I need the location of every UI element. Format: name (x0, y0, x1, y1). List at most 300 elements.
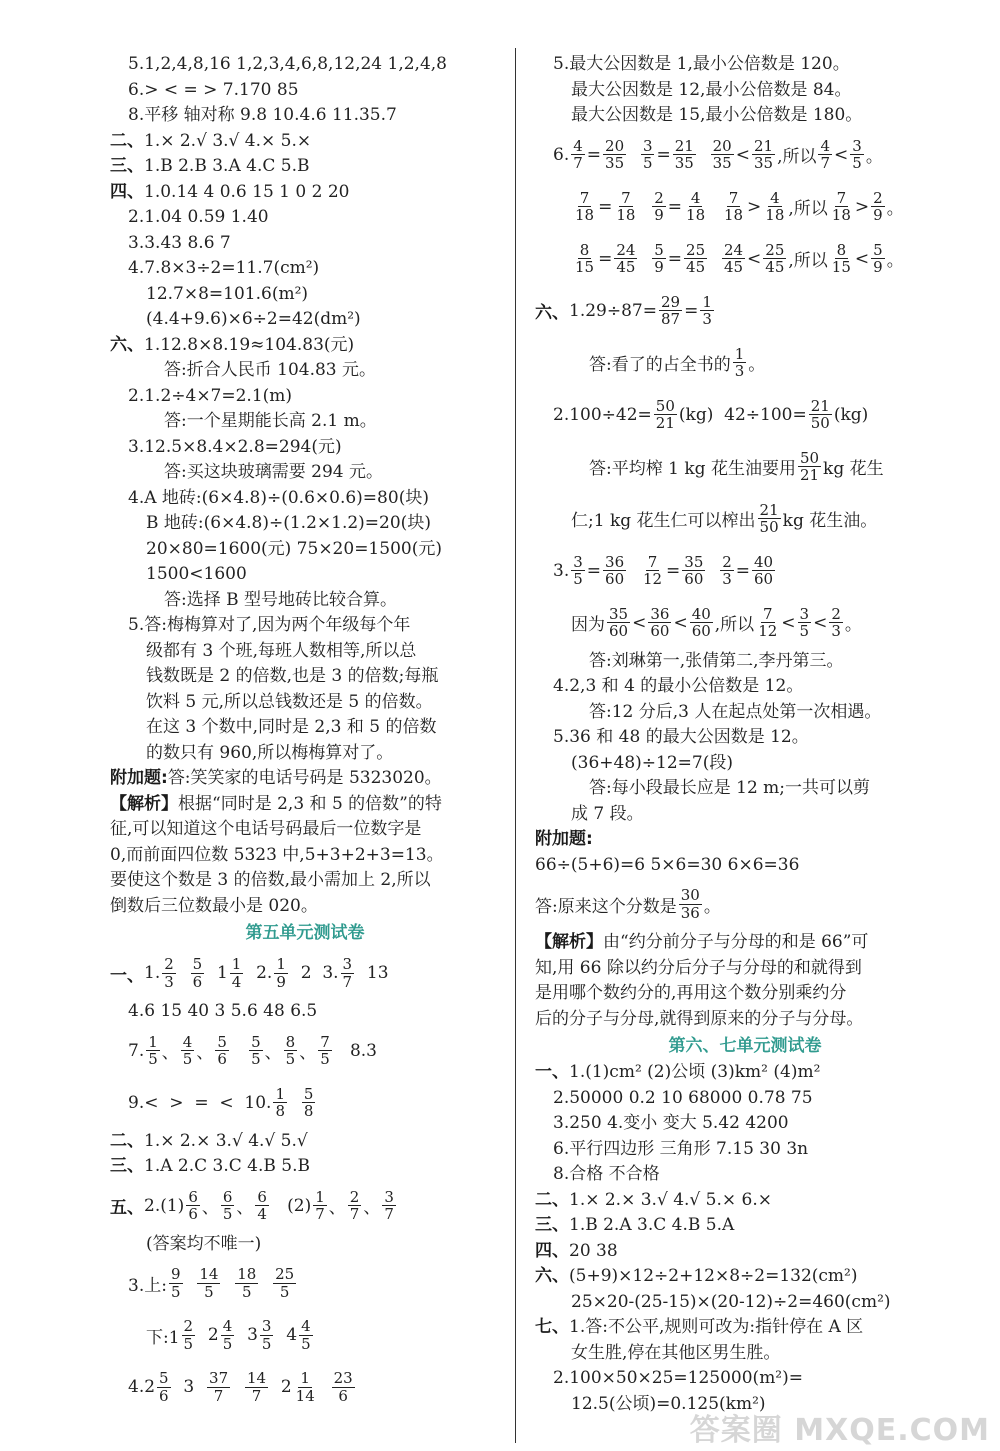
answer-line: 答:折合人民币 104.83 元。 (164, 360, 377, 380)
answer-text: 答:笑笑家的电话号码是 5323020。 (167, 768, 442, 788)
answer-line-with-fractions (535, 597, 955, 649)
denominator: 60 (684, 570, 704, 588)
answer-text (709, 197, 720, 217)
answer-line-with-fractions (535, 441, 955, 493)
answer-line (110, 1129, 500, 1155)
denominator: 15 (831, 258, 851, 276)
numerator: 1 (315, 1187, 325, 1206)
answer-line (535, 1213, 955, 1239)
answer-line: 在这 3 个数中,同时是 2,3 和 5 的倍数 (146, 717, 437, 737)
numerator: 5 (192, 955, 203, 973)
answer-line: (4.4+9.6)×6÷2=42(dm²) (146, 309, 361, 329)
fraction (690, 606, 713, 640)
answer-text: 3 (236, 1325, 258, 1345)
answer-text: 答:原来这个分数是 (535, 896, 677, 917)
answer-text: ,所以 (788, 199, 828, 219)
numerator: 24 (616, 240, 636, 259)
answer-text: 1 (206, 963, 228, 983)
numerator: 35 (609, 604, 629, 623)
section-label: 四、 (110, 181, 144, 202)
fraction (603, 138, 626, 172)
answer-text (260, 1273, 271, 1293)
answer-text: = (586, 144, 602, 165)
denominator: 6 (159, 1386, 169, 1405)
answer-line-with-fractions (535, 878, 955, 930)
answer-text (628, 561, 639, 581)
answer-line: 钱数既是 2 的倍数,也是 3 的倍数;每瓶 (146, 666, 439, 686)
answer-text: 13 (356, 963, 389, 983)
fraction (382, 1189, 396, 1223)
denominator: 60 (609, 622, 629, 640)
denominator: 60 (753, 570, 774, 588)
answer-line: 级都有 3 个班,每班人数相等,所以总 (146, 640, 417, 661)
answer-line: 知,用 66 除以约分后分子与分母的和就得到 (535, 957, 862, 978)
answer-line: 2.1.2÷4×7=2.1(m) (128, 385, 293, 406)
fraction (157, 1370, 171, 1404)
fraction (273, 1086, 287, 1120)
denominator: 5 (170, 1282, 181, 1301)
answer-line-with-fractions (535, 545, 955, 597)
denominator: 5 (182, 1050, 193, 1068)
numerator: 25 (765, 240, 785, 259)
denominator: 60 (650, 622, 670, 640)
numerator: 40 (691, 604, 711, 623)
answer-text: 1.A 2.C 3.C 4.B 5.B (144, 1156, 310, 1176)
denominator: 5 (642, 154, 653, 172)
answer-text: 根据“同时是 2,3 和 5 的倍数”的特 (178, 793, 442, 814)
answer-text: 。 (865, 147, 883, 167)
answer-text: ,所以 (777, 147, 817, 167)
numerator: 8 (285, 1032, 296, 1051)
fraction (318, 1034, 332, 1068)
fraction (652, 190, 666, 224)
fraction (182, 1318, 196, 1352)
fraction (684, 242, 707, 276)
fraction (299, 1318, 313, 1352)
fraction (221, 1318, 235, 1352)
numerator: 35 (684, 552, 704, 571)
answer-line (535, 930, 955, 956)
answer-line: 女生胜,停在其他区男生胜。 (571, 1342, 781, 1363)
fraction (573, 190, 596, 224)
numerator: 4 (573, 136, 583, 155)
numerator: 9 (170, 1265, 181, 1283)
numerator: 2 (164, 955, 174, 973)
fraction (571, 554, 585, 588)
answer-text: 答:平均榨 1 kg 花生油要用 (589, 459, 796, 479)
answer-text: (kg) (833, 404, 869, 425)
numerator: 1 (148, 1032, 158, 1051)
numerator: 1 (231, 955, 242, 973)
fraction (641, 138, 655, 172)
answer-text: = (586, 560, 602, 581)
answer-line: 4.7.8×3÷2=11.7(cm²) (128, 258, 320, 278)
fraction (682, 554, 705, 588)
numerator: 25 (275, 1265, 295, 1283)
section-label: 【解析】 (110, 793, 178, 814)
fraction (809, 398, 832, 432)
left-column (110, 52, 500, 1413)
answer-text: 3 (172, 1377, 206, 1397)
numerator: 1 (734, 344, 745, 363)
answer-line (110, 792, 500, 818)
fraction (235, 1266, 258, 1300)
numerator: 5 (251, 1032, 261, 1051)
answer-line-with-fractions (110, 1309, 500, 1361)
answer-line: 5.36 和 48 的最大公因数是 12。 (553, 727, 809, 747)
answer-line (535, 1264, 955, 1290)
fraction (679, 887, 702, 921)
fraction (302, 1086, 316, 1120)
numerator: 5 (217, 1032, 227, 1051)
answer-text: = (735, 560, 750, 581)
answer-line (110, 333, 500, 359)
denominator: 45 (686, 258, 706, 276)
denominator: 18 (575, 206, 595, 224)
answer-line: (36+48)÷12=7(段) (571, 752, 733, 773)
answer-text: 2 (197, 1325, 219, 1345)
numerator: 14 (246, 1369, 267, 1387)
numerator: 23 (333, 1369, 353, 1387)
denominator: 7 (349, 1205, 360, 1223)
fraction (871, 242, 885, 276)
fraction (758, 502, 781, 536)
numerator: 40 (753, 552, 774, 571)
numerator: 4 (820, 136, 831, 155)
numerator: 7 (621, 188, 631, 207)
answer-text: kg 花生油。 (782, 511, 878, 531)
answer-line: 答:一个星期能长高 2.1 m。 (164, 411, 377, 431)
denominator: 35 (674, 154, 694, 172)
numerator: 7 (579, 188, 590, 207)
denominator: 35 (712, 154, 732, 172)
answer-line: 8.平移 轴对称 9.8 10.4.6 11.35.7 (128, 105, 397, 125)
answer-line-with-fractions (110, 1077, 500, 1129)
answer-line: 答:每小段最长应是 12 m;一共可以剪 (589, 778, 871, 798)
answer-text: 1.29÷87= (569, 300, 657, 321)
numerator: 2 (873, 188, 883, 207)
answer-line-with-fractions (110, 1361, 500, 1413)
answer-text: 、 (264, 1043, 282, 1063)
denominator: 5 (852, 154, 862, 172)
answer-text: 20 38 (569, 1240, 618, 1261)
section-label: 六、 (110, 334, 144, 355)
fraction (659, 294, 682, 328)
fraction (752, 554, 775, 588)
numerator: 6 (188, 1187, 198, 1206)
denominator: 9 (873, 206, 883, 224)
denominator: 18 (616, 206, 636, 224)
answer-text: 、 (363, 1198, 381, 1218)
numerator: 8 (579, 240, 590, 259)
denominator: 7 (315, 1205, 325, 1223)
answer-text: 仁;1 kg 花生仁可以榨出 (571, 511, 756, 531)
answer-line: 0,而前面四位数 5323 中,5+3+2+3=13。 (110, 844, 444, 865)
section-label: 二、 (535, 1189, 569, 1210)
numerator: 8 (836, 240, 847, 259)
answer-text: 7. (128, 1040, 145, 1061)
answer-text (707, 561, 718, 581)
answer-text: 由“约分前分子与分母的和是 66”可 (603, 932, 869, 952)
answer-text: 6. (553, 144, 570, 165)
answer-text: = (667, 196, 683, 217)
fraction (818, 138, 832, 172)
section-label: 四、 (535, 1240, 569, 1261)
fraction (169, 1266, 183, 1300)
answer-line: 的数只有 960,所以梅梅算对了。 (146, 742, 394, 763)
answer-line: 2.100×50×25=125000(m²)= (553, 1368, 804, 1388)
fraction (332, 1370, 355, 1404)
answer-text: = (656, 144, 671, 165)
denominator: 8 (275, 1102, 286, 1120)
answer-text: 、 (201, 1198, 219, 1218)
section-label: 附加题: (535, 829, 593, 849)
answer-line (535, 1188, 955, 1214)
numerator: 3 (261, 1317, 272, 1335)
fraction (756, 606, 779, 640)
denominator: 4 (231, 972, 242, 991)
answer-text: 3. (553, 560, 570, 581)
section-label: 一、 (535, 1062, 569, 1082)
answer-line: 20×80=1600(元) 75×20=1500(元) (146, 538, 442, 559)
numerator: 3 (852, 136, 862, 155)
answer-text: 2.(1) (144, 1195, 185, 1216)
answer-text (639, 249, 650, 269)
denominator: 5 (279, 1282, 290, 1301)
fraction (207, 1370, 230, 1404)
answer-line-with-fractions (535, 181, 955, 233)
denominator: 50 (759, 518, 779, 536)
answer-text: 1.× 2.× 3.√ 4.√ 5.√ (144, 1130, 308, 1151)
answer-text: 因为 (571, 615, 605, 635)
answer-text: < (747, 248, 762, 269)
answer-text: (2) (270, 1195, 312, 1216)
denominator: 5 (241, 1282, 252, 1301)
answer-line: 4.6 15 40 3 5.6 48 6.5 (128, 1001, 318, 1021)
answer-text: (5+9)×12÷2+12×8÷2=132(cm²) (569, 1266, 858, 1286)
numerator: 29 (660, 292, 681, 311)
fraction (648, 606, 671, 640)
section-label: 三、 (535, 1215, 569, 1235)
fraction (186, 1189, 200, 1223)
answer-text: 1.12.8×8.19≈104.83(元) (144, 334, 355, 355)
denominator: 60 (691, 622, 711, 640)
section-label: 附加题: (110, 768, 168, 788)
fraction (313, 1189, 327, 1223)
answer-text: 2 (270, 1377, 292, 1397)
numerator: 4 (770, 188, 780, 207)
answer-text: 。 (886, 251, 904, 271)
denominator: 3 (734, 362, 745, 380)
answer-line: B 地砖:(6×4.8)÷(1.2×1.2)=20(块) (146, 513, 431, 533)
answer-line: 6.> < = > 7.170 85 (128, 79, 299, 100)
answer-line-with-fractions (535, 129, 955, 181)
answer-line (110, 154, 500, 180)
denominator: 12 (758, 622, 778, 640)
numerator: 3 (384, 1187, 394, 1206)
answer-text (628, 145, 639, 165)
section-label: 三、 (110, 156, 144, 176)
answer-line-with-fractions (110, 947, 500, 999)
answer-line: (答案均不唯一) (146, 1233, 262, 1254)
fraction (722, 190, 745, 224)
denominator: 21 (655, 414, 675, 432)
answer-line: 3.3.43 8.6 7 (128, 232, 231, 253)
numerator: 1 (300, 1369, 310, 1387)
answer-line: 倒数后三位数最小是 020。 (110, 895, 318, 916)
fraction (830, 190, 853, 224)
fraction (798, 450, 821, 484)
fraction (215, 1034, 229, 1068)
answer-text: < (781, 612, 796, 633)
answer-line: 5.最大公因数是 1,最小公倍数是 120。 (553, 54, 850, 74)
fraction (614, 190, 637, 224)
denominator: 5 (204, 1282, 214, 1301)
answer-text: > (854, 196, 870, 217)
answer-line: 征,可以知道这个电话号码最后一位数字是 (110, 819, 422, 839)
answer-line: 3.12.5×8.4×2.8=294(元) (128, 436, 342, 457)
fraction (673, 138, 696, 172)
answer-text: < (834, 144, 849, 165)
fraction (684, 190, 707, 224)
answer-text: kg 花生 (823, 459, 884, 479)
fraction (273, 1266, 296, 1300)
denominator: 5 (301, 1334, 311, 1353)
denominator: 5 (183, 1334, 194, 1353)
denominator: 6 (217, 1050, 227, 1068)
answer-line: 8.合格 不合格 (553, 1164, 660, 1184)
fraction (752, 138, 775, 172)
fraction (722, 242, 745, 276)
fraction (654, 398, 677, 432)
answer-line: 5.答:梅梅算对了,因为两个年级每个年 (128, 615, 411, 635)
answer-text (231, 1041, 247, 1061)
section-label: 六、 (535, 303, 569, 323)
numerator: 21 (753, 136, 774, 155)
answer-text: 、 (328, 1198, 346, 1218)
fraction (733, 346, 747, 380)
answer-line (110, 1154, 500, 1180)
answer-line: 答:刘琳第一,张倩第二,李丹第三。 (589, 650, 844, 671)
numerator: 30 (680, 886, 700, 904)
denominator: 18 (831, 206, 851, 224)
answer-text: 8.3 (333, 1040, 377, 1061)
denominator: 6 (188, 1205, 198, 1223)
fraction (829, 606, 843, 640)
answer-line: 最大公因数是 15,最小公倍数是 180。 (571, 105, 863, 125)
numerator: 7 (762, 604, 773, 623)
answer-line (535, 1060, 955, 1086)
denominator: 45 (765, 258, 785, 276)
fraction (571, 138, 585, 172)
answer-line: 66÷(5+6)=6 5×6=30 6×6=36 (535, 854, 800, 875)
denominator: 45 (616, 258, 636, 276)
answer-line (535, 1239, 955, 1265)
numerator: 18 (237, 1265, 257, 1283)
denominator: 45 (723, 258, 744, 276)
numerator: 4 (301, 1317, 311, 1335)
numerator: 3 (573, 552, 583, 571)
denominator: 14 (295, 1386, 315, 1405)
answer-line (110, 180, 500, 206)
denominator: 87 (660, 310, 681, 328)
answer-text: 1. (144, 963, 161, 983)
fraction (294, 1370, 317, 1404)
answer-text (232, 1377, 243, 1397)
answer-line: 6.平行四边形 三角形 7.15 30 3n (553, 1138, 809, 1159)
answer-line: 1500<1600 (146, 564, 247, 584)
fraction (245, 1370, 268, 1404)
fraction (341, 956, 355, 990)
numerator: 5 (303, 1084, 314, 1103)
numerator: 2 (722, 552, 732, 571)
fraction (197, 1266, 220, 1300)
denominator: 36 (680, 903, 700, 922)
denominator: 15 (575, 258, 595, 276)
answer-line-with-fractions (535, 493, 955, 545)
answer-line: 25×20-(25-15)×(20-12)÷2=460(cm²) (571, 1291, 891, 1312)
answer-text: < (813, 612, 828, 633)
fraction (249, 1034, 263, 1068)
answer-text: 1.B 2.B 3.A 4.C 5.B (144, 156, 310, 176)
numerator: 24 (723, 240, 744, 259)
section-label: 二、 (110, 130, 144, 151)
answer-text: 、 (161, 1043, 179, 1063)
denominator: 7 (820, 154, 831, 172)
numerator: 37 (209, 1369, 229, 1387)
denominator: 60 (605, 570, 625, 588)
fraction (191, 956, 205, 990)
numerator: 50 (655, 396, 675, 415)
answer-text: 1.× 2.× 3.√ 4.√ 5.× 6.× (569, 1189, 772, 1210)
answer-line: 4.A 地砖:(6×4.8)÷(0.6×0.6)=80(块) (128, 487, 429, 508)
numerator: 7 (728, 188, 739, 207)
answer-text: 。 (703, 896, 721, 917)
numerator: 36 (605, 552, 625, 571)
answer-text: > (747, 196, 762, 217)
answer-line (535, 827, 955, 853)
denominator: 5 (222, 1205, 233, 1223)
fraction (763, 190, 786, 224)
fraction (720, 554, 734, 588)
fraction (711, 138, 734, 172)
numerator: 14 (199, 1265, 219, 1283)
fraction (700, 294, 714, 328)
denominator: 5 (573, 570, 583, 588)
denominator: 9 (276, 972, 286, 991)
denominator: 7 (213, 1386, 224, 1405)
right-column (535, 52, 955, 1417)
section-label: 三、 (110, 1156, 144, 1176)
answer-text: 1.B 2.A 3.C 4.B 5.A (569, 1215, 735, 1235)
numerator: 4 (182, 1032, 193, 1051)
numerator: 21 (674, 136, 694, 155)
answer-text: = (598, 248, 613, 269)
answer-text: 2.100÷42= (553, 404, 652, 425)
fraction (763, 242, 786, 276)
answer-text: 、 (299, 1043, 317, 1063)
answer-line: 后的分子与分母,就得到原来的分子与分母。 (535, 1008, 864, 1029)
numerator: 6 (222, 1187, 233, 1206)
answer-text (222, 1273, 233, 1293)
answer-text: 9.< > = < 10. (128, 1092, 272, 1113)
answer-text (185, 1273, 196, 1293)
answer-line-with-fractions (110, 1257, 500, 1309)
numerator: 5 (159, 1369, 169, 1387)
denominator: 18 (765, 206, 785, 224)
denominator: 9 (654, 258, 664, 276)
answer-text: = (666, 560, 681, 581)
